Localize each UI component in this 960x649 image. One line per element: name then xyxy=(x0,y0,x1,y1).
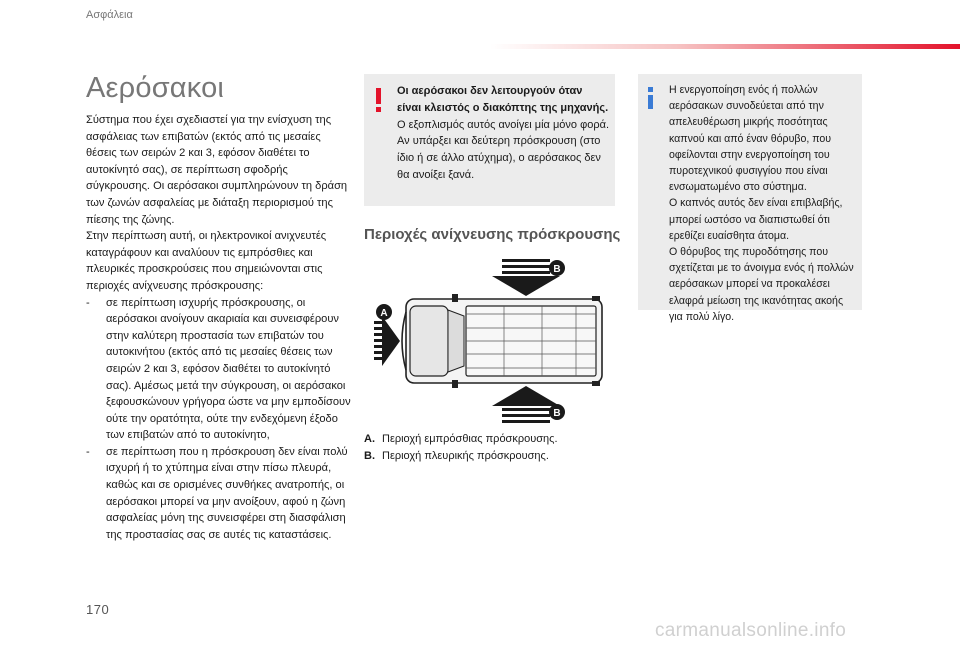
list-item: - σε περίπτωση ισχυρής πρόσκρουσης, οι αερόσακοι ανοίγουν ακαριαία και συνεισφέρουν στην καλύτερη προστασία των επιβατών του αυτοκινήτου (εκτός από τις μεσαίες θέσεις των σειρών 2 και 3, εφόσον διαθέτει το αυτοκίνητό σας). Αμέσως μετά την σύγκρουση, οι αερόσακοι ξεφουσκώνουν γρήγορα ώστε να μην εμποδίσουν ούτε την ορατότητα, ούτε την ενδεχόμενη έξοδο των επιβατών από το αυτοκίνητο, xyxy=(86,295,354,444)
warning-box xyxy=(364,74,615,206)
caption-text: Περιοχή πλευρικής πρόσκρουσης. xyxy=(382,450,549,462)
caption-label: B. xyxy=(364,450,375,462)
front-impact-arrow-icon xyxy=(374,316,400,366)
intro-paragraph-2: Στην περίπτωση αυτή, οι ηλεκτρονικοί ανιχνευτές καταγράφουν και αναλύουν τις εμπρόσθιες και πλευρικές προσκρούσεις που σημειώνονται στις περιοχές ανίχνευσης πρόσκρουσης: xyxy=(86,230,327,292)
caption-text: Περιοχή εμπρόσθιας πρόσκρουσης. xyxy=(382,433,558,445)
exclamation-icon xyxy=(376,88,382,112)
diagram-captions xyxy=(364,431,616,465)
caption-label: A. xyxy=(364,433,375,445)
warning-bold: Οι αερόσακοι δεν λειτουργούν όταν είναι κλειστός ο διακόπτης της μηχανής. xyxy=(397,85,609,114)
side-impact-arrow-bottom-icon xyxy=(492,386,560,423)
caption-row xyxy=(364,448,616,465)
info-paragraph-3: Ο θόρυβος της πυροδότησης που σχετίζεται με το άνοιγμα ενός ή πολλών αερόσακων μπορεί να προκαλέσει ελαφρά μείωση της ικανότητας ακοής για πολύ λίγο. xyxy=(669,246,854,323)
marker-a-label: A xyxy=(380,308,388,319)
marker-b-top-label: B xyxy=(553,264,561,275)
vehicle-top-view-icon xyxy=(402,294,602,388)
impact-zones-diagram xyxy=(364,254,616,426)
watermark: carmanualsonline.info xyxy=(655,620,847,641)
intro-column xyxy=(86,112,354,543)
list-item: - σε περίπτωση που η πρόσκρουση δεν είναι πολύ ισχυρή ή το χτύπημα είναι στην πίσω πλευρά, καθώς και σε ορισμένες συνθήκες ανατροπής, οι αερόσακοι μπορεί να μην ανοίξουν, αφού η ζώνη ασφαλείας μόνη της συνεισφέρει στη διασφάλιση της προστασίας σας σε αυτές τις καταστάσεις. xyxy=(86,444,354,544)
info-text xyxy=(669,82,859,325)
header-accent-bar xyxy=(490,44,960,49)
intro-list xyxy=(86,295,354,544)
warning-text xyxy=(397,83,609,184)
intro-paragraph-1: Σύστημα που έχει σχεδιαστεί για την ενίσχυση της ασφάλειας των επιβατών (εκτός από τις μεσαίες θέσεις των σειρών 2 και 3, εφόσον διαθέτει το αυτοκίνητό σας), σε περίπτωση σφοδρής σύγκρουσης. Οι αερόσακοι συμπληρώνουν τη δράση των ζωνών ασφαλείας με διάταξη περιορισμού της πίεσης της ζώνης. xyxy=(86,114,348,226)
caption-row xyxy=(364,431,616,448)
info-box xyxy=(638,74,862,323)
page-number: 170 xyxy=(86,602,110,617)
warning-body: Ο εξοπλισμός αυτός ανοίγει μία μόνο φορά. Αν υπάρξει και δεύτερη πρόσκρουση (στο ίδιο ή σε άλλο ατύχημα), ο αερόσακος δεν θα ανοίξει ξανά. xyxy=(397,118,610,181)
info-icon xyxy=(648,87,654,109)
info-paragraph-1: Η ενεργοποίηση ενός ή πολλών αερόσακων συνοδεύεται από την απελευθέρωση μικρής ποσότητας καπνού και από έναν θόρυβο, που οφείλονται στην ενεργοποίηση του πυροτεχνικού φυσιγγίου που είναι ενσωματωμένο στο σύστημα. xyxy=(669,84,832,194)
page-title: Αερόσακοι xyxy=(86,72,225,104)
zones-heading: Περιοχές ανίχνευσης πρόσκρουσης xyxy=(364,226,621,243)
section-label: Ασφάλεια xyxy=(86,9,133,21)
info-paragraph-2: Ο καπνός αυτός δεν είναι επιβλαβής, μπορεί ωστόσο να διαπιστωθεί ότι ερεθίζει ευαίσθητα άτομα. xyxy=(669,197,843,242)
marker-b-bottom-label: B xyxy=(553,408,561,419)
